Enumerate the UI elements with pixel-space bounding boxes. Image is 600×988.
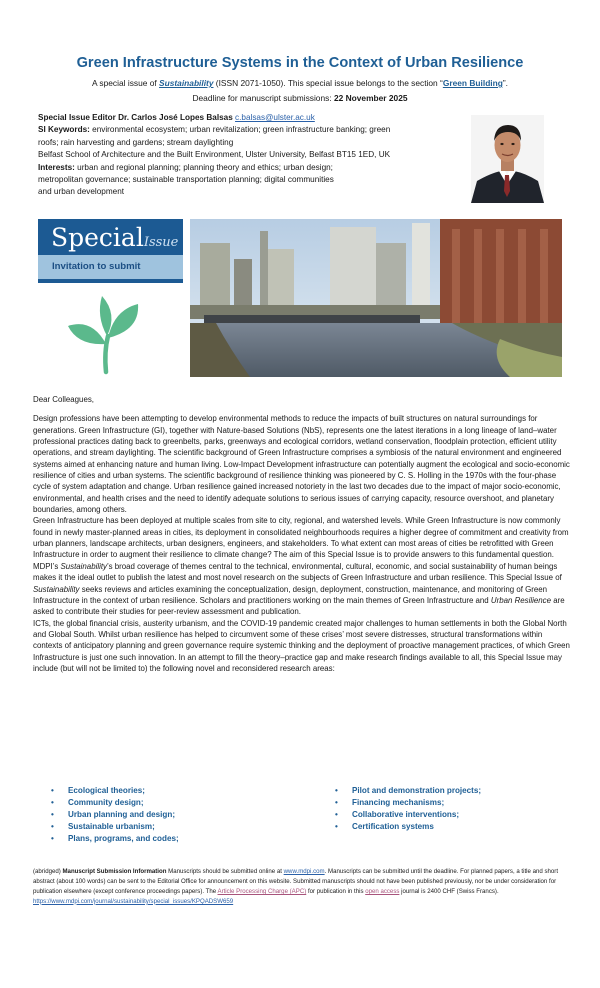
si-keywords-row: [38, 124, 458, 136]
journal-name-italic-2: Sustainability: [33, 584, 80, 594]
special-issue-banner: [38, 219, 183, 283]
topic-item: • Pilot and demonstration projects;: [335, 785, 481, 797]
journal-name-italic: Sustainability: [60, 561, 107, 571]
urban-resilience-italic: Urban Resilience: [490, 595, 551, 605]
topic-item: • Plans, programs, and codes;: [51, 833, 179, 845]
salutation: Dear Colleagues,: [33, 395, 94, 404]
banner-special-word: Special: [51, 223, 144, 252]
editor-email-link[interactable]: c.balsas@ulster.ac.uk: [235, 113, 315, 122]
editor-label: Special Issue Editor Dr. Carlos José Lopes Balsas: [38, 113, 233, 122]
interests-row-3: and urban development: [38, 187, 125, 197]
topic-item: • Community design;: [51, 797, 179, 809]
urban-canal-photo: [190, 219, 562, 377]
banner-special-label: [51, 223, 178, 252]
apc-link[interactable]: Article Processing Charge (APC): [217, 887, 307, 895]
body-paragraph-3: ICTs, the global financial crisis, austerity urbanism, and the COVID-19 pandemic created major challenges to human settlements in both the Global North and Global South. Whilst urban resilience has helped to circumvent some of these crises’ most severe distresses, structural transformations within contexts of anticipatory planning and green governance require systemic thinking and the deployment of proactive management practices, of which Green Infrastructure is just one such innovation. In an attempt to fill the theory–practice gap and make research findings available to all, this Special Issue may include (but will not be limited to) the following novel and reconsidered research areas:: [33, 618, 570, 673]
submission-text-a: Manuscripts should be submitted online at: [166, 868, 284, 875]
topic-item: • Urban planning and design;: [51, 809, 179, 821]
topic-item: • Sustainable urbanism;: [51, 821, 179, 833]
abridged-note: (abridged): [33, 868, 63, 875]
interests-row: [38, 162, 458, 174]
submission-text-b: . Manuscripts can be submitted until the deadline. For planned papers, a title and short abstract (about 100 words) can be sent to the Editorial Office for announcement on this website. Submitted manuscripts should not have been published previously, nor be under consideration for publication elsewhere (except conference proceedings papers). The: [33, 868, 559, 895]
interests-row-2: metropolitan governance; sustainable transportation planning; digital communities: [38, 175, 334, 185]
body-paragraph-1: Design professions have been attempting to develop environmental methods to reduce the impacts of built structures on natural surroundings for generations. Green Infrastructure (GI), together with Nature-based Solutions (NbS), represents one the latest iterations in a long lineage of land–water professional practices dating back to greenbelts, parks, greenways and ecological corridors, wetland conservation, floodplain protection, efficient utility operations, and stream daylighting. The scientific background of Green Infrastructure comprises a symbiosis of the natural environment and engineered systems aimed at enhancing nature and human living. Low-Impact Development infrastructure can potentially augment the ecological and socio-economic resilience of cities and urban systems. The scientific background of resilience thinking was pioneered by C. S. Holling in the 1970s with the four-phase cycle of system adaptation and change. Urban resilience gained increased notoriety in the last two decades due to the impact of major socio-economic, environmental, and health crises and the need to identify adequate solutions to serious issues of carrying capacity, resource overshoot, and planetary boundaries, among others.: [33, 414, 570, 515]
invitation-to-submit-label: Invitation to submit: [38, 255, 183, 279]
body-paragraph-2-part-c: seeks reviews and articles examining the conceptualization, design, deployment, construction, maintenance, and monitoring of Green Infrastructure in the context of urban resilience. Scholars and practitioners working on the main themes of Green Infrastructure and: [33, 584, 548, 605]
journal-link[interactable]: Sustainability: [159, 78, 214, 88]
topic-item: • Ecological theories;: [51, 785, 179, 797]
plant-sprout-icon: [58, 286, 154, 376]
editor-block: [38, 112, 458, 199]
journal-intro-text: A special issue of: [91, 78, 160, 88]
open-access-link[interactable]: open access: [365, 887, 400, 895]
research-topics-column-2: [335, 785, 481, 833]
body-paragraph-2-part-a: Green Infrastructure has been deployed at multiple scales from site to city, regional, and watershed levels. While Green Infrastructure is now commonly found in newly master-planned areas in cities, its deployment in consolidated neighbourhoods requires a higher degree of commitment and creativity from urban planners, landscape architects, urban designers, engineers, and stakeholders. To what extent can most areas of cities be retrofitted with Green Infrastructure in order to augment their resilience to climate change? The aim of this Special Issue is to provide answers to this fundamental question. MDPI’s: [33, 516, 569, 571]
quote-close: ”.: [502, 78, 508, 88]
submission-information: [33, 867, 573, 907]
journal-info-line: [20, 78, 580, 88]
topic-item: • Collaborative interventions;: [335, 809, 481, 821]
page-title: Green Infrastructure Systems in the Context of Urban Resilience: [76, 55, 524, 71]
si-keywords-row-2: roofs; rain harvesting and gardens; stream daylighting: [38, 137, 234, 147]
editor-name-row: [38, 112, 458, 124]
body-paragraph-2: [33, 515, 571, 617]
banner-issue-word: Issue: [143, 235, 179, 250]
deadline-line: [20, 93, 580, 103]
submission-text-d: journal is 2400 CHF (Swiss Francs).: [399, 887, 499, 895]
editor-portrait: [471, 115, 544, 203]
body-paragraph-2-part-d: are asked to contribute their studies for peer-review assessment and publication.: [33, 595, 565, 617]
interests-label: Interests:: [38, 162, 75, 172]
special-issue-url-link[interactable]: https://www.mdpi.com/journal/sustainability/special_issues/KPQADSW659: [33, 897, 234, 905]
si-keywords-text: environmental ecosystem; urban revitalization; green infrastructure banking; green: [89, 125, 391, 135]
topic-item: • Financing mechanisms;: [335, 797, 481, 809]
mdpi-website-link[interactable]: www.mdpi.com: [283, 868, 325, 875]
issn-text: (ISSN 2071-1050). This special issue belongs to the section “: [213, 78, 443, 88]
invitation-body: [33, 394, 571, 674]
interests-text: urban and regional planning; planning theory and ethics; urban design;: [74, 162, 333, 172]
deadline-date: 22 November 2025: [333, 93, 408, 103]
deadline-label: Deadline for manuscript submissions:: [192, 93, 334, 103]
submission-text-c: for publication in this: [306, 887, 366, 895]
si-keywords-label: SI Keywords:: [38, 125, 90, 135]
editor-affiliation: Belfast School of Architecture and the Built Environment, Ulster University, Belfast BT15 1ED, UK: [38, 150, 391, 160]
topic-item: • Certification systems: [335, 821, 481, 833]
submission-info-heading: Manuscript Submission Information: [62, 868, 167, 875]
research-topics-column-1: [51, 785, 179, 845]
section-link[interactable]: Green Building: [442, 78, 503, 88]
body-paragraph-2-part-b: ’s broad coverage of themes central to the technical, environmental, cultural, economic, and social sustainability of human beings makes it the ideal outlet to publish the latest and most novel research on the subjects of Green Infrastructure and urban resilience. This Special Issue of: [33, 561, 562, 583]
